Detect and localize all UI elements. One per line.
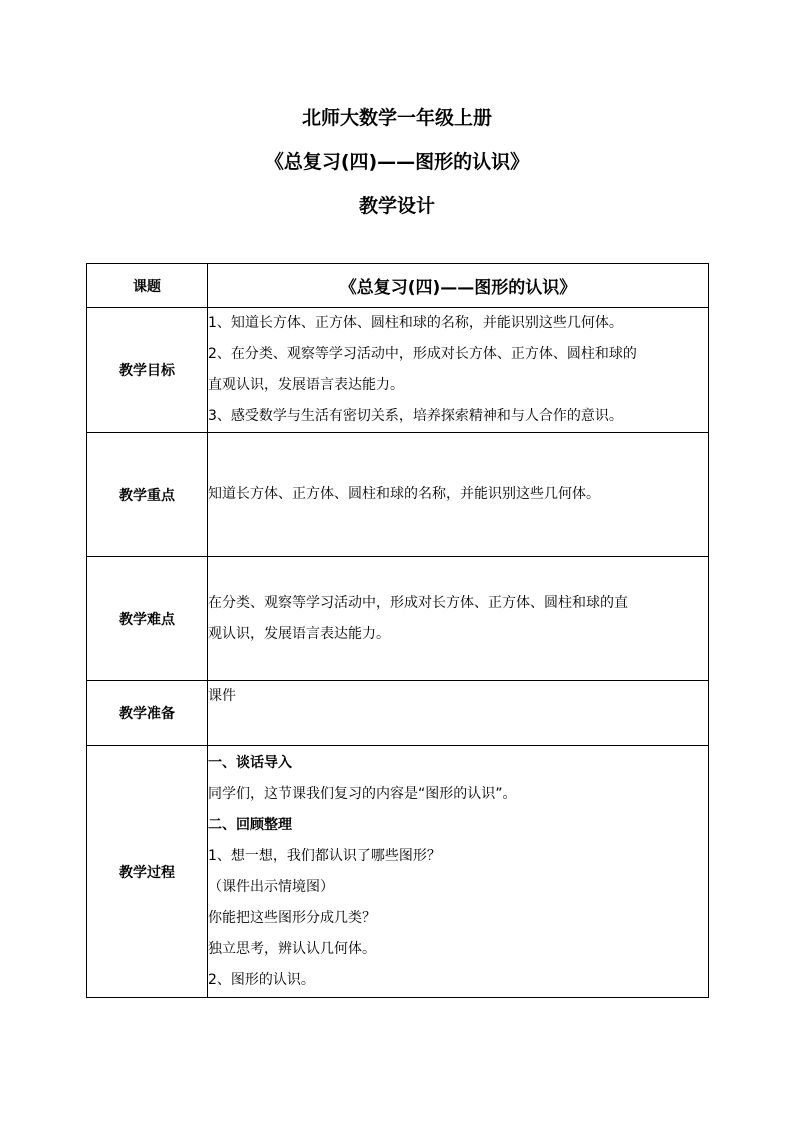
table-row-preparation <box>87 681 709 746</box>
process-line: 同学们，这节课我们复习的内容是“图形的认识”。 <box>208 785 517 802</box>
goal-line-1: 1、知道长方体、正方体、圆柱和球的名称，并能识别这些几何体。 <box>208 315 623 331</box>
topic-label: 课题 <box>87 264 208 308</box>
preparation-line-1: 课件 <box>208 688 236 704</box>
table-row-key-points <box>87 433 709 557</box>
process-line: 1、想一想，我们都认识了哪些图形？ <box>208 847 441 864</box>
difficulty-line-1: 在分类、观察等学习活动中，形成对长方体、正方体、圆柱和球的直 <box>208 594 628 611</box>
goal-line-3: 直观认识，发展语言表达能力。 <box>208 377 404 393</box>
document-title-line-3: 教学设计 <box>358 195 435 217</box>
goal-line-4: 3、感受数学与生活有密切关系，培养探索精神和与人合作的意识。 <box>208 408 623 424</box>
process-label: 教学过程 <box>87 746 208 998</box>
process-line: 独立思考，辨认认几何体。 <box>208 940 376 957</box>
process-content <box>208 746 709 998</box>
key-points-content <box>208 433 709 557</box>
table-row-difficulties <box>87 557 709 681</box>
process-section-heading: 二、回顾整理 <box>208 816 292 833</box>
document-title-line-1: 北师大数学一年级上册 <box>301 107 492 129</box>
lesson-plan-table <box>86 263 709 998</box>
process-line: 你能把这些图形分成几类？ <box>208 909 376 926</box>
preparation-content <box>208 681 709 746</box>
process-line: （课件出示情境图） <box>208 878 334 895</box>
table-row-goals <box>87 308 709 433</box>
goals-label: 教学目标 <box>87 308 208 433</box>
topic-value: 《总复习(四)——图形的认识》 <box>208 264 709 308</box>
process-line: 2、图形的认识。 <box>208 971 315 988</box>
goal-line-2: 2、在分类、观察等学习活动中，形成对长方体、正方体、圆柱和球的 <box>208 346 637 362</box>
table-row-process <box>87 746 709 998</box>
preparation-label: 教学准备 <box>87 681 208 746</box>
document-title-line-2: 《总复习(四)——图形的认识》 <box>264 151 530 173</box>
table-row-topic <box>87 264 709 308</box>
key-point-line-1: 知道长方体、正方体、圆柱和球的名称，并能识别这些几何体。 <box>208 486 600 502</box>
difficulties-content <box>208 557 709 681</box>
difficulties-label: 教学难点 <box>87 557 208 681</box>
key-points-label: 教学重点 <box>87 433 208 557</box>
difficulty-line-2: 观认识，发展语言表达能力。 <box>208 625 390 642</box>
goals-content <box>208 308 709 433</box>
process-section-heading: 一、谈话导入 <box>208 754 292 771</box>
